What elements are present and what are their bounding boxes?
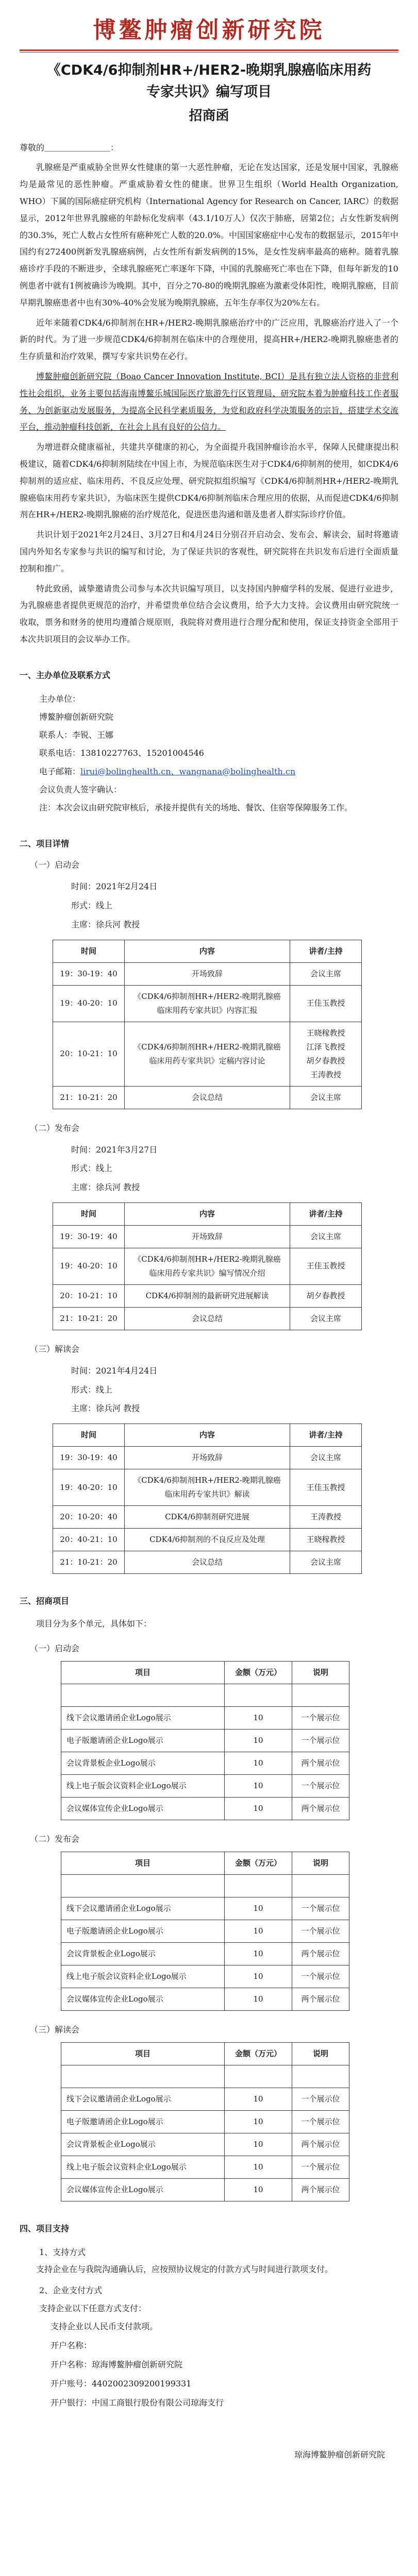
table-cell: 两个展示位 [292,2179,349,2201]
support-line: 支持企业以下任意方式支付： [39,2303,147,2314]
header-cell: 说明 [292,1662,349,1684]
table-cell: CDK4/6抑制剂的最新研究进展解读 [125,1284,290,1307]
section-sponsorship-title: 三、招商项目 [20,1596,70,1606]
package-release-label: （二）发布会 [30,1834,80,1844]
intro-paragraph: 特此致函，诚挚邀请贵公司参与本次共识编写项目，以支持国内肿瘤学科的发展、促进行业进步，为乳腺癌患者提供更规范的治疗，并希望贵单位结合会议费用，给予大力支持。会议费用由研究院统一收取，票务和财务的使用均遵循合规原则，我院将对费用进行合理分配和使用，保证支持资金全部用于本次共识项目的会议举办工作。 [20,583,398,644]
table-cell: 会议主席 [290,1307,362,1330]
header-cell: 讲者/主持 [290,940,362,962]
table-cell: 两个展示位 [292,2133,349,2156]
table-cell [61,1875,225,1897]
table-cell: 一个展示位 [292,1897,349,1920]
table-row [53,1447,362,1469]
table-cell: 10 [225,2111,292,2133]
table-cell: 会议主席 [290,1086,362,1109]
table-row [53,985,362,1022]
table-cell: 线下会议邀请函企业Logo展示 [61,1707,225,1730]
table-row [61,2065,349,2088]
table-row [61,1775,349,1798]
section-support-title: 四、项目支持 [20,2224,70,2234]
table-cell: 开场致辞 [125,1225,290,1248]
table-cell: 10 [225,2133,292,2156]
table-cell: 会议主席 [290,1447,362,1469]
table-cell: 10 [225,1988,292,2011]
table-cell: 10 [225,2088,292,2111]
document-title: 《CDK4/6抑制剂HR+/HER2-晚期乳腺癌临床用药专家共识》编写项目 [46,62,372,100]
meeting-time: 时间：2021年3月27日 [71,1144,158,1155]
payment-account-number: 开户账号：4402002309200199331 [51,2378,192,2388]
meeting-chair: 主席：徐兵河 教授 [71,1182,140,1193]
table-row [53,1022,362,1086]
table-cell: CDK4/6抑制剂研究进展 [125,1506,290,1529]
email-label: 电子邮箱： [39,766,81,776]
intro-paragraph: 近年来随着CDK4/6抑制剂在HR+/HER2-晚期乳腺癌治疗中的广泛应用，乳腺癌治疗进入了一个新的时代。为了进一步规范CDK4/6抑制剂在临床中的合理使用，提高HR+/HER2-晚期乳腺癌患者的生存质量和治疗效果，撰写专家共识势在必行。 [20,317,398,362]
table-cell: CDK4/6抑制剂的不良反应及处理 [125,1529,290,1551]
table-cell: 19：40-20：10 [53,1469,125,1506]
letterhead [20,0,398,53]
meeting-kickoff-label: （一）启动会 [30,860,80,870]
sponsorship-intro: 项目分为多个单元，具体如下： [36,1619,152,1629]
document-subtitle: 招商函 [189,108,229,124]
signature-confirm-line: 会议负责人签字确认： [39,784,122,794]
table-row [61,1943,349,1965]
table-cell: 王佳玉教授 [290,1248,362,1284]
table-row [53,1307,362,1330]
table-cell: 10 [225,1775,292,1798]
table-cell: 10 [225,1965,292,1988]
table-cell: 一个展示位 [292,1965,349,1988]
contact-line: 博鳌肿瘤创新研究院 [39,711,114,722]
meeting-form: 形式：线上 [71,900,113,910]
table-row [53,1225,362,1248]
table-cell: 会议总结 [125,1551,290,1574]
table-cell [225,1684,292,1707]
table-row [61,2111,349,2133]
table-row [53,1506,362,1529]
table-cell: 电子版邀请函企业Logo展示 [61,2111,225,2133]
footer-signature: 琼海博鳌肿瘤创新研究院 [294,2450,385,2460]
agenda-table-release [53,1202,362,1330]
table-cell: 王佳玉教授 [290,985,362,1022]
table-cell: 19：30-19：40 [53,1447,125,1469]
table-cell: 线下会议邀请函企业Logo展示 [61,1897,225,1920]
table-cell: 21：10-21：20 [53,1086,125,1109]
table-cell: 19：30-19：40 [53,1225,125,1248]
header-cell: 项目 [61,1662,225,1684]
package-table-interpretation [61,2042,349,2201]
table-cell: 王晓稼教授 [290,1529,362,1551]
contact-note: 注：本次会议由研究院审核后，承接并提供有关的场地、餐饮、住宿等保障服务工作。 [39,802,353,812]
table-cell: 10 [225,1798,292,1820]
header-cell: 说明 [292,2043,349,2065]
table-header-row [61,1852,349,1875]
table-cell: 开场致辞 [125,962,290,985]
brand-title: 博鳌肿瘤创新研究院 [93,17,325,43]
table-cell: 一个展示位 [292,1730,349,1752]
table-cell: 线上电子版会议资料企业Logo展示 [61,2156,225,2179]
table-cell: 10 [225,1943,292,1965]
table-cell: 一个展示位 [292,1775,349,1798]
payment-line: 支持企业以人民币支付款项。 [51,2321,158,2332]
table-cell: 会议总结 [125,1086,290,1109]
table-cell [292,1875,349,1897]
table-cell: 胡夕春教授 [290,1284,362,1307]
header-cell: 项目 [61,1852,225,1875]
header-cell: 讲者/主持 [290,1202,362,1225]
table-row [61,1875,349,1897]
meeting-chair: 主席：徐兵河 教授 [71,1403,140,1414]
header-rule-thick [20,49,398,51]
meeting-chair: 主席：徐兵河 教授 [71,919,140,929]
meeting-release-label: （二）发布会 [30,1123,80,1133]
header-cell: 内容 [125,1424,290,1447]
table-header-row [53,940,362,962]
table-cell: 19：30-19：40 [53,962,125,985]
table-row [61,1707,349,1730]
table-cell: 会议总结 [125,1307,290,1330]
header-cell: 讲者/主持 [290,1424,362,1447]
table-cell: 20：40-21：10 [53,1529,125,1551]
table-cell: 10 [225,1707,292,1730]
table-row [61,2156,349,2179]
table-row [61,1730,349,1752]
table-cell: 两个展示位 [292,1943,349,1965]
table-cell: 一个展示位 [292,1707,349,1730]
table-cell: 会议背景板企业Logo展示 [61,1752,225,1775]
contact-line: 主办单位： [39,693,81,704]
table-row [61,1752,349,1775]
table-cell: 10 [225,1920,292,1943]
payment-account-name: 开户名称：琼海博鳌肿瘤创新研究院 [51,2360,183,2370]
table-row [61,1684,349,1707]
table-cell: 一个展示位 [292,1920,349,1943]
table-cell: 10 [225,2179,292,2201]
table-cell: 线上电子版会议资料企业Logo展示 [61,1965,225,1988]
meeting-form: 形式：线上 [71,1163,113,1174]
package-kickoff-label: （一）启动会 [30,1643,80,1654]
table-cell: 19：40-20：10 [53,1248,125,1284]
intro-paragraph: 共识计划于2021年2月24日、3月27日和4月24日分别召开启动会、发布会、解读会，届时将邀请国内外知名专家参与共识的编写和讨论，为了保证共识的客观性，研究院将在共识发布后进行全面质量控制和推广。 [20,530,398,573]
agenda-table-interpretation [53,1423,362,1574]
intro-paragraph: 为增进群众健康福祉，共建共享健康的初心，为全面提升我国肿瘤诊治水平，保障人民健康提出积极建议，随着CDK4/6抑制剂陆续在中国上市，为规范临床医生对于CDK4/6抑制剂的使用，如CDK4/6抑制剂的适应症、临床用药、不良反应处理、研究院拟组织编写《CDK4/6抑制剂HR+/HER2-晚期乳腺癌临床用药专家共识》，为临床医生提供CDK4/6抑制剂临床合理应用的依据，从而促进CDK4/6抑制剂在HR+/HER2-晚期乳腺癌的治疗规范化，促进医患沟通和谐及患者人群实际诊疗价值。 [20,442,398,520]
table-cell: 电子版邀请函企业Logo展示 [61,1920,225,1943]
table-cell: 20：10-21：10 [53,1022,125,1086]
table-cell: 两个展示位 [292,1988,349,2011]
table-row [53,1551,362,1574]
table-row [53,962,362,985]
agenda-table-kickoff [53,940,362,1109]
table-cell [292,1684,349,1707]
payment-line: 开户名称： [51,2341,92,2351]
table-cell: 一个展示位 [292,2088,349,2111]
meeting-time: 时间：2021年4月24日 [71,1365,158,1376]
header-cell: 金额（万元） [225,1852,292,1875]
header-cell: 项目 [61,2043,225,2065]
table-row [61,1920,349,1943]
table-cell [61,2065,225,2088]
table-cell: 会议媒体宣传企业Logo展示 [61,1798,225,1820]
table-cell: 开场致辞 [125,1447,290,1469]
table-row [53,1248,362,1284]
table-row [53,1469,362,1506]
meeting-form: 形式：线上 [71,1384,113,1395]
table-cell: 电子版邀请函企业Logo展示 [61,1730,225,1752]
table-cell: 19：40-20：10 [53,985,125,1022]
support-line: 2、企业支付方式 [39,2285,103,2296]
section-contact-title: 一、主办单位及联系方式 [20,670,111,680]
table-cell: 会议背景板企业Logo展示 [61,1943,225,1965]
intro-paragraph: 乳腺癌是严重威胁全世界女性健康的第一大恶性肿瘤，无论在发达国家，还是发展中国家，乳腺癌均是最常见的恶性肿瘤。严重威胁着女性的健康。世界卫生组织（World Health Organization, WHO）下属的国际癌症研究机构（International Agency for Research on Cancer, IARC）的数据显示，2012年世界乳腺癌的年龄标化发病率（43.1/10万人）仅次于肺癌，居第2位；占女性新发病例的30.3%，死亡人数占女性所有癌种死亡人数的20.0%。中国国家癌症中心发布的数据显示，2015年中国约有272400例新发乳腺癌病例，占女性所有新发病例的15%，是女性发病率最高的癌种。随着乳腺癌诊疗手段的不断进步，全球乳腺癌死亡率逐年下降，中国的乳腺癌死亡率也在下降，但每年新发的10例患者中就有1例被确诊为晚期。其中，百分之70-80的晚期乳腺癌为激素受体阳性，晚期乳腺癌，目前早期乳腺癌患者中也有30%-40%会发展为晚期乳腺癌，五年生存率仅为20%左右。 [20,162,398,308]
table-header-row [61,1662,349,1684]
table-cell: 《CDK4/6抑制剂HR+/HER2-晚期乳腺癌临床用药专家共识》内容汇报 [125,985,290,1022]
table-cell: 一个展示位 [292,2156,349,2179]
table-cell: 《CDK4/6抑制剂HR+/HER2-晚期乳腺癌临床用药专家共识》解读 [125,1469,290,1506]
table-cell: 王涛教授 [290,1506,362,1529]
table-cell: 线上电子版会议资料企业Logo展示 [61,1775,225,1798]
table-header-row [61,2043,349,2065]
table-cell [292,2065,349,2088]
package-interpretation-label: （三）解读会 [30,2025,80,2035]
table-cell: 会议主席 [290,1225,362,1248]
table-row [61,1897,349,1920]
table-row [61,1965,349,1988]
table-cell: 10 [225,1752,292,1775]
table-cell: 20：10-20：40 [53,1506,125,1529]
table-row [61,2179,349,2201]
header-cell: 内容 [125,1202,290,1225]
email-link[interactable]: lirui@bolinghealth.cn、wangnana@bolinghealth.cn [80,766,296,776]
table-row [61,2088,349,2111]
table-row [53,1529,362,1551]
table-cell: 王晓稼教授 江泽飞教授 胡夕春教授 王涛教授 [290,1022,362,1086]
table-header-row [53,1202,362,1225]
table-cell: 两个展示位 [292,1752,349,1775]
header-cell: 时间 [53,1424,125,1447]
table-cell: 线下会议邀请函企业Logo展示 [61,2088,225,2111]
table-row [53,1284,362,1307]
header-cell: 时间 [53,940,125,962]
table-cell: 两个展示位 [292,1798,349,1820]
table-cell [225,1875,292,1897]
contact-email-line [20,762,398,781]
table-row [61,1988,349,2011]
package-table-kickoff [61,1661,349,1820]
table-cell [61,1684,225,1707]
table-cell: 《CDK4/6抑制剂HR+/HER2-晚期乳腺癌临床用药专家共识》编写情况介绍 [125,1248,290,1284]
header-cell: 金额（万元） [225,1662,292,1684]
header-cell: 金额（万元） [225,2043,292,2065]
header-cell: 内容 [125,940,290,962]
meeting-interpretation-label: （三）解读会 [30,1344,80,1354]
table-cell: 21：10-21：20 [53,1551,125,1574]
header-rule-thin [20,52,398,53]
package-table-release [61,1852,349,2011]
table-cell: 10 [225,1730,292,1752]
table-cell: 21：10-21：20 [53,1307,125,1330]
table-row [53,1086,362,1109]
table-cell: 10 [225,1897,292,1920]
contact-line: 联系人：李锐、王娜 [39,730,114,740]
table-cell: 《CDK4/6抑制剂HR+/HER2-晚期乳腺癌临床用药专家共识》定稿内容讨论 [125,1022,290,1086]
table-cell: 一个展示位 [292,2111,349,2133]
support-paragraph: 支持企业在与我院沟通确认后，应按照协议规定的付款方式与时间进行款项支付。 [36,2264,333,2275]
header-cell: 时间 [53,1202,125,1225]
payment-bank: 开户银行：中国工商银行股份有限公司琼海支行 [51,2397,224,2408]
table-cell [225,2065,292,2088]
section-details-title: 二、项目详情 [20,839,70,849]
support-line: 1、支持方式 [39,2247,86,2258]
contact-line: 联系电话：13810227763、15201004546 [39,748,204,758]
table-cell: 会议媒体宣传企业Logo展示 [61,1988,225,2011]
table-cell: 10 [225,2156,292,2179]
intro-paragraph: 博鳌肿瘤创新研究院（Boao Cancer Innovation Institute, BCI）是具有独立法人资格的非营利性社会组织，业务主要包括海南博鳌乐城国际医疗旅游先行区管理局、研究院本着为肿瘤科技工作者服务、为创新驱动发展服务，为提高全民科学素质服务，为党和政府科学决策服务的宗旨，搭建学术交流平台，推动肿瘤科技创新，在社会上具有良好的公信力。 [20,371,398,432]
header-cell: 说明 [292,1852,349,1875]
table-cell: 王佳玉教授 [290,1469,362,1506]
table-row [61,2133,349,2156]
table-row [61,1798,349,1820]
table-cell: 会议媒体宣传企业Logo展示 [61,2179,225,2201]
table-cell: 会议主席 [290,1551,362,1574]
table-header-row [53,1424,362,1447]
table-cell: 会议背景板企业Logo展示 [61,2133,225,2156]
table-cell: 会议主席 [290,962,362,985]
table-cell: 20：10-21：10 [53,1284,125,1307]
salutation: 尊敬的＿＿＿＿＿＿＿＿： [20,142,119,152]
meeting-time: 时间：2021年2月24日 [71,882,158,892]
